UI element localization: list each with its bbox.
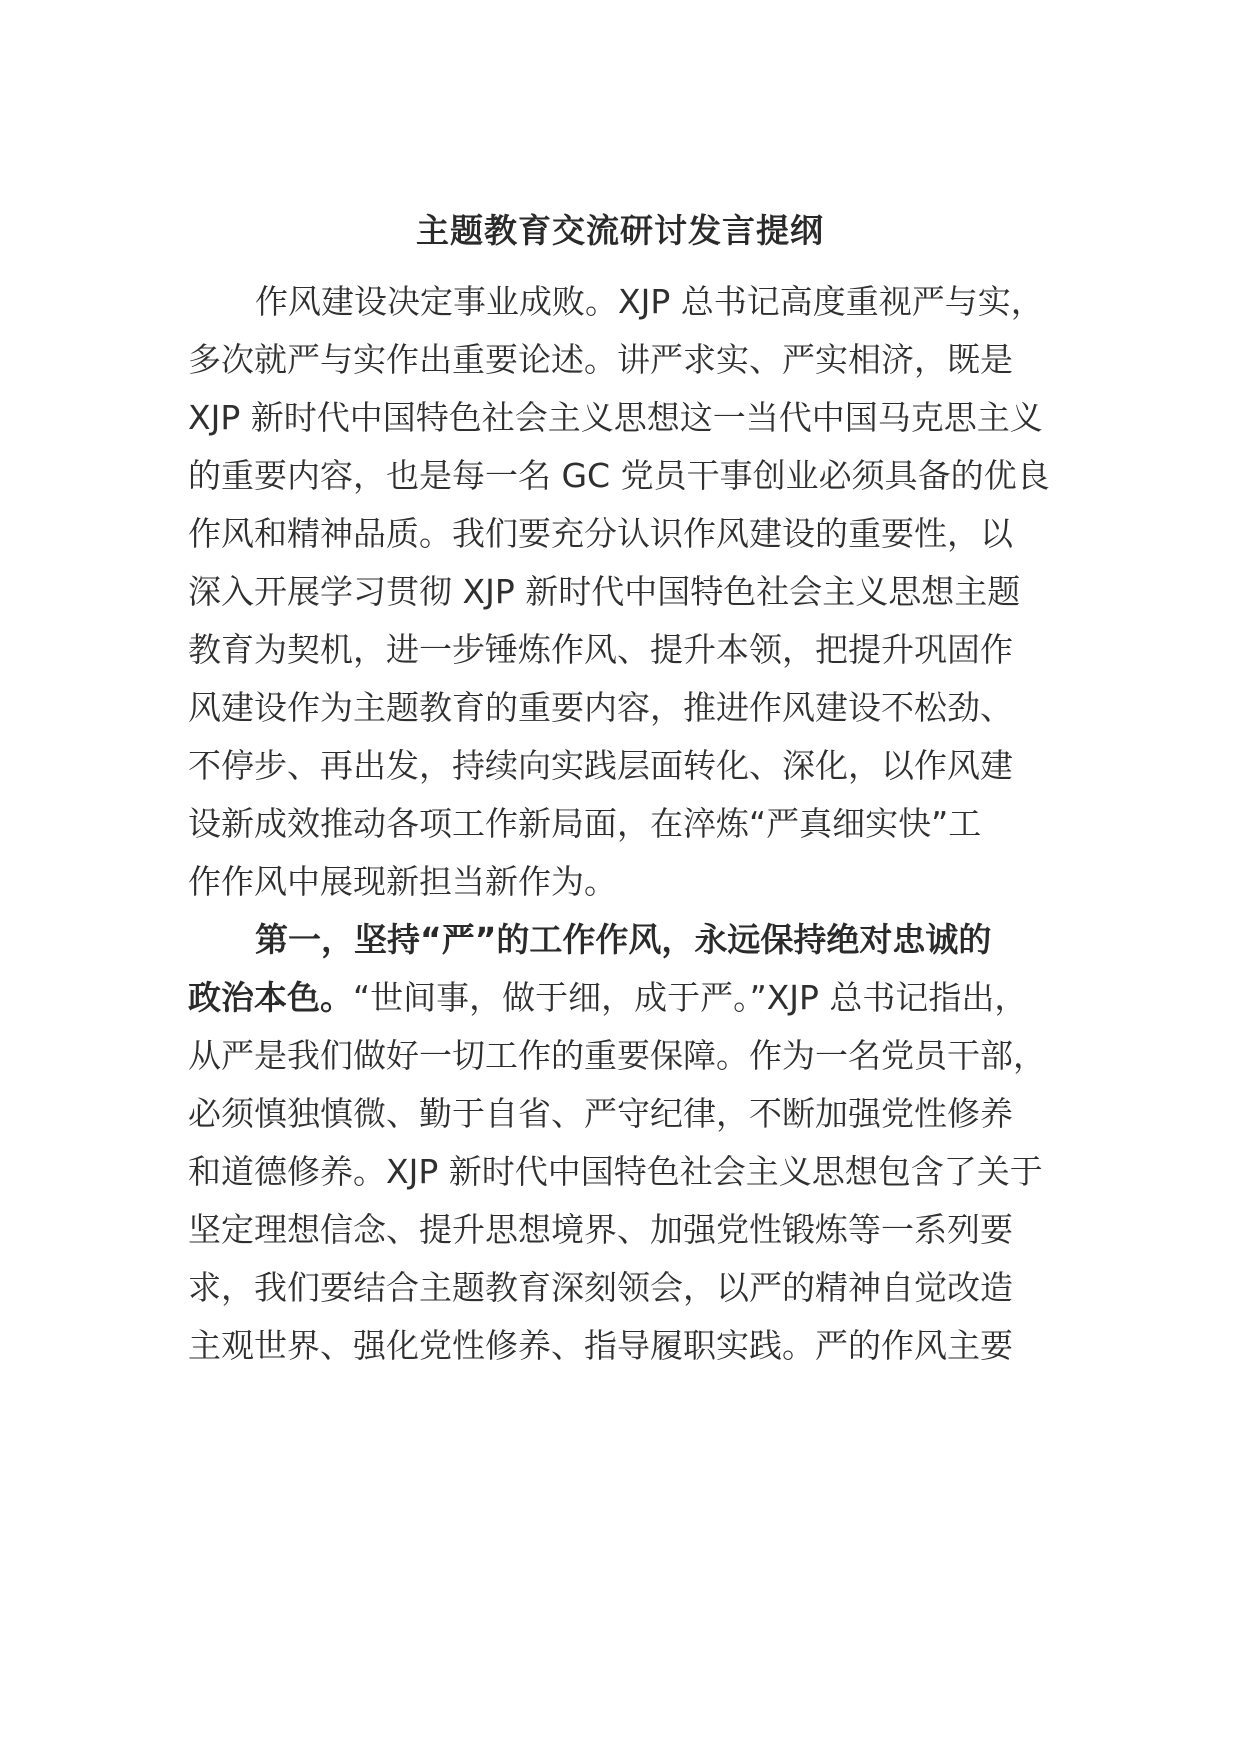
section-heading: 第一，坚持“严”的工作作风，永远保持绝对忠诚的	[255, 920, 992, 959]
paragraph-line: 风建设作为主题教育的重要内容，推进作风建设不松劲、	[188, 688, 1013, 727]
paragraph-line: 坚定理想信念、提升思想境界、加强党性锻炼等一系列要	[188, 1210, 1013, 1249]
section-heading-end: 政治本色。	[188, 978, 353, 1017]
paragraph-line: 作作风中展现新担当新作为。	[188, 862, 617, 901]
paragraph-line: 教育为契机，进一步锤炼作风、提升本领，把提升巩固作	[188, 630, 1013, 669]
paragraph-line: XJP 新时代中国特色社会主义思想这一当代中国马克思主义	[188, 398, 1043, 437]
paragraph-line: 作风建设决定事业成败。XJP 总书记高度重视严与实，	[255, 282, 1044, 321]
paragraph-line: 求，我们要结合主题教育深刻领会，以严的精神自觉改造	[188, 1268, 1013, 1307]
paragraph-line: 和道德修养。XJP 新时代中国特色社会主义思想包含了关于	[188, 1152, 1043, 1191]
paragraph-line: 从严是我们做好一切工作的重要保障。作为一名党员干部，	[188, 1036, 1046, 1075]
document-title: 主题教育交流研讨发言提纲	[416, 211, 824, 250]
paragraph-line: 的重要内容，也是每一名 GC 党员干事创业必须具备的优良	[188, 456, 1050, 495]
paragraph-line: 作风和精神品质。我们要充分认识作风建设的重要性，以	[188, 514, 1013, 553]
paragraph-line: 设新成效推动各项工作新局面，在淬炼“严真细实快”工	[188, 804, 982, 843]
paragraph-line: 必须慎独慎微、勤于自省、严守纪律，不断加强党性修养	[188, 1094, 1013, 1133]
section-first-text: “世间事，做于细，成于严。”XJP 总书记指出，	[353, 978, 1028, 1017]
paragraph-line: 不停步、再出发，持续向实践层面转化、深化，以作风建	[188, 746, 1013, 785]
paragraph-line: 主观世界、强化党性修养、指导履职实践。严的作风主要	[188, 1326, 1013, 1365]
paragraph-line: 深入开展学习贯彻 XJP 新时代中国特色社会主义思想主题	[188, 572, 1021, 611]
section-heading-continuation	[188, 973, 1027, 1023]
paragraph-line: 多次就严与实作出重要论述。讲严求实、严实相济，既是	[188, 340, 1013, 379]
